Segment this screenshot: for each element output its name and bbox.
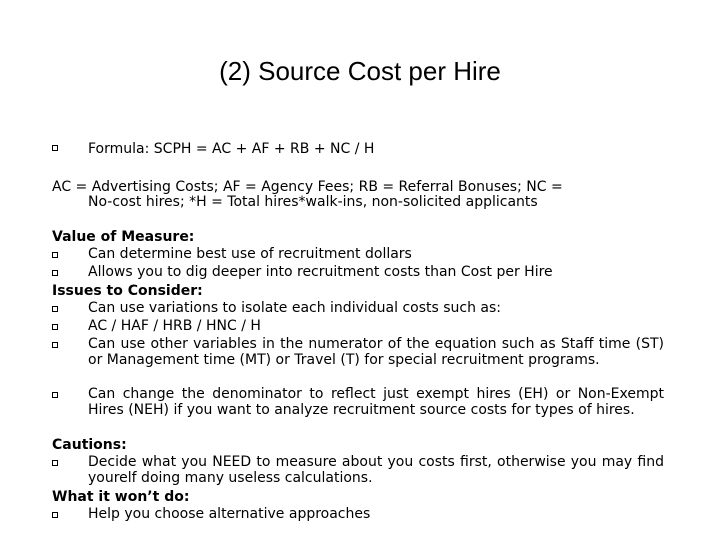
- square-bullet-icon: [52, 324, 58, 330]
- square-bullet-icon: [52, 460, 58, 466]
- square-bullet-icon: [52, 252, 58, 258]
- list-item: [52, 264, 664, 282]
- square-bullet-icon: [52, 512, 58, 518]
- square-bullet-icon: [52, 306, 58, 312]
- section-heading-wont: What it won’t do:: [52, 489, 190, 505]
- list-item: [52, 506, 664, 524]
- list-item: [52, 300, 664, 318]
- square-bullet-icon: [52, 145, 58, 151]
- list-item: [52, 386, 664, 436]
- list-item-text: Can determine best use of recruitment dollars: [88, 246, 412, 262]
- content-body: [52, 228, 664, 524]
- formula-text: Formula: SCPH = AC + AF + RB + NC / H: [88, 141, 375, 157]
- square-bullet-icon: [52, 270, 58, 276]
- list-item: [52, 336, 664, 386]
- list-item: [52, 246, 664, 264]
- square-bullet-icon: [52, 392, 58, 398]
- section-heading-cautions: Cautions:: [52, 437, 127, 453]
- list-item-text: Can use other variables in the numerator of the equation such as Staff time (ST) or Management time (MT) or Travel (T) for special recruitment programs.: [88, 336, 664, 368]
- list-item: [52, 318, 664, 336]
- section-heading-issues: Issues to Consider:: [52, 283, 203, 299]
- definitions-line-2: No-cost hires; *H = Total hires*walk-ins, non-solicited applicants: [88, 194, 538, 210]
- list-item-text: Can change the denominator to reflect just exempt hires (EH) or Non-Exempt Hires (NEH) if you want to analyze recruitment source costs for types of hires.: [88, 386, 664, 418]
- list-item: [52, 454, 664, 488]
- list-item-text: Decide what you NEED to measure about you costs first, otherwise you may find yourelf doing many useless calculations.: [88, 454, 664, 486]
- section-heading-value: Value of Measure:: [52, 229, 195, 245]
- definitions: [52, 180, 664, 210]
- page-title: (2) Source Cost per Hire: [219, 56, 501, 86]
- square-bullet-icon: [52, 342, 58, 348]
- list-item-text: Allows you to dig deeper into recruitment costs than Cost per Hire: [88, 264, 553, 280]
- list-item-text: AC / HAF / HRB / HNC / H: [88, 318, 261, 334]
- definitions-line-1: AC = Advertising Costs; AF = Agency Fees; RB = Referral Bonuses; NC =: [52, 179, 563, 195]
- list-item-text: Help you choose alternative approaches: [88, 506, 371, 522]
- list-item-text: Can use variations to isolate each individual costs such as:: [88, 300, 502, 316]
